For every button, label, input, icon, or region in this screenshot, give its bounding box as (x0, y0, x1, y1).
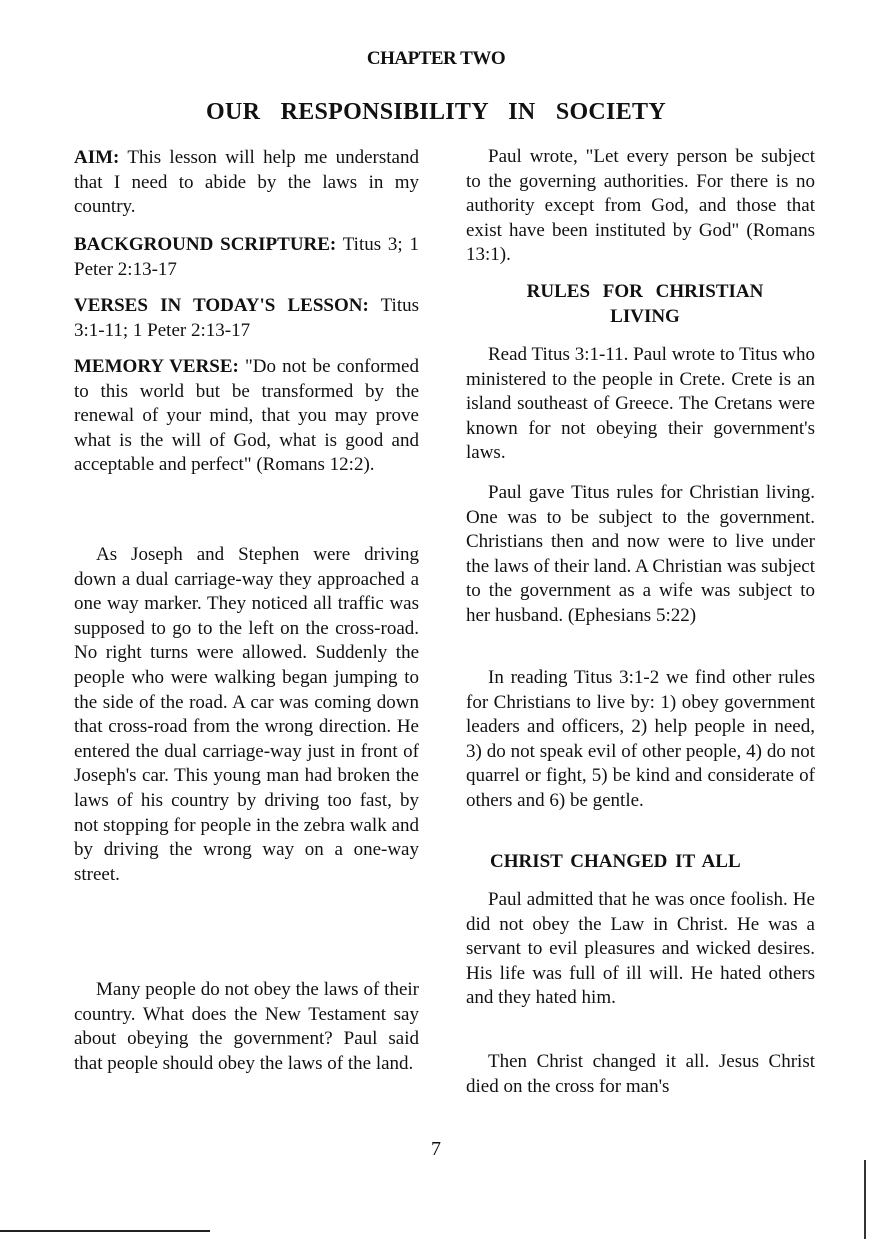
aim-label: AIM: (74, 147, 120, 168)
aim-text: This lesson will help me understand that I need to abide by the laws in my country. (74, 147, 419, 218)
paragraph: Then Christ changed it all. Jesus Christ died on the cross for man's (466, 1051, 815, 1097)
paragraph: Many people do not obey the laws of their country. What does the New Testament say about obeying the government? Paul said that people should obey the laws of the land. (74, 979, 419, 1074)
paragraph: Read Titus 3:1-11. Paul wrote to Titus who ministered to the people in Crete. Crete is an island southeast of Greece. The Cretans were known for not obeying their government's laws. (466, 344, 815, 464)
paragraph: As Joseph and Stephen were driving down a dual carriage-way they approached a one way marker. They noticed all traffic was supposed to go to the left on the cross-road. No right turns were allowed. Suddenly the people who were walking began jumping to the side of the road. A car was coming down that cross-road from the wrong direction. He entered the dual carriage-way just in front of Joseph's car. This young man had broken the laws of his country by driving too fast, by not stopping for people in the zebra walk and by driving the wrong way on a one-way street. (74, 544, 419, 885)
page-title: OUR RESPONSIBILITY IN SOCIETY (206, 99, 666, 125)
memory-verse (74, 355, 419, 478)
paragraph: Paul wrote, "Let every person be subject to the governing authorities. For there is no authority except from God, and those that exist have been instituted by God" (Romans 13:1). (466, 146, 815, 266)
section-heading: RULES FOR CHRISTIAN LIVING (526, 281, 764, 327)
verses-label: VERSES IN TODAY'S LESSON: (74, 295, 369, 316)
aim-paragraph (74, 146, 419, 220)
chapter-label: CHAPTER TWO (366, 48, 506, 69)
paragraph: Paul admitted that he was once foolish. He did not obey the Law in Christ. He was a servant to evil pleasures and wicked desires. His life was full of ill will. He hated others and they hated him. (466, 889, 815, 1009)
scan-edge-line (864, 1160, 866, 1239)
paragraph: Paul gave Titus rules for Christian living. One was to be subject to the government. Christians then and now were to live under the laws of their land. A Christian was subject to the government as a wife was subject to her husband. (Ephesians 5:22) (466, 482, 815, 626)
verses-in-lesson (74, 294, 419, 343)
memory-text: "Do not be conformed to this world but be transformed by the renewal of your mind, that you may prove what is the will of God, what is good and acceptable and perfect" (Romans 12:2). (74, 356, 419, 476)
memory-label: MEMORY VERSE: (74, 356, 239, 377)
background-label: BACKGROUND SCRIPTURE: (74, 234, 337, 255)
page-number: 7 (431, 1138, 441, 1160)
section-heading: CHRIST CHANGED IT ALL (490, 851, 741, 872)
scan-edge-line (0, 1230, 210, 1232)
background-scripture (74, 233, 419, 282)
verses-text: Titus 3:1-11; 1 Peter 2:13-17 (74, 295, 420, 341)
paragraph: In reading Titus 3:1-2 we find other rules for Christians to live by: 1) obey government leaders and officers, 2) help people in need, 3) do not speak evil of other people, 4) do not quarrel or fight, 5) be kind and considerate of others and 6) be gentle. (466, 667, 815, 811)
background-text: Titus 3; 1 Peter 2:13-17 (74, 234, 419, 280)
